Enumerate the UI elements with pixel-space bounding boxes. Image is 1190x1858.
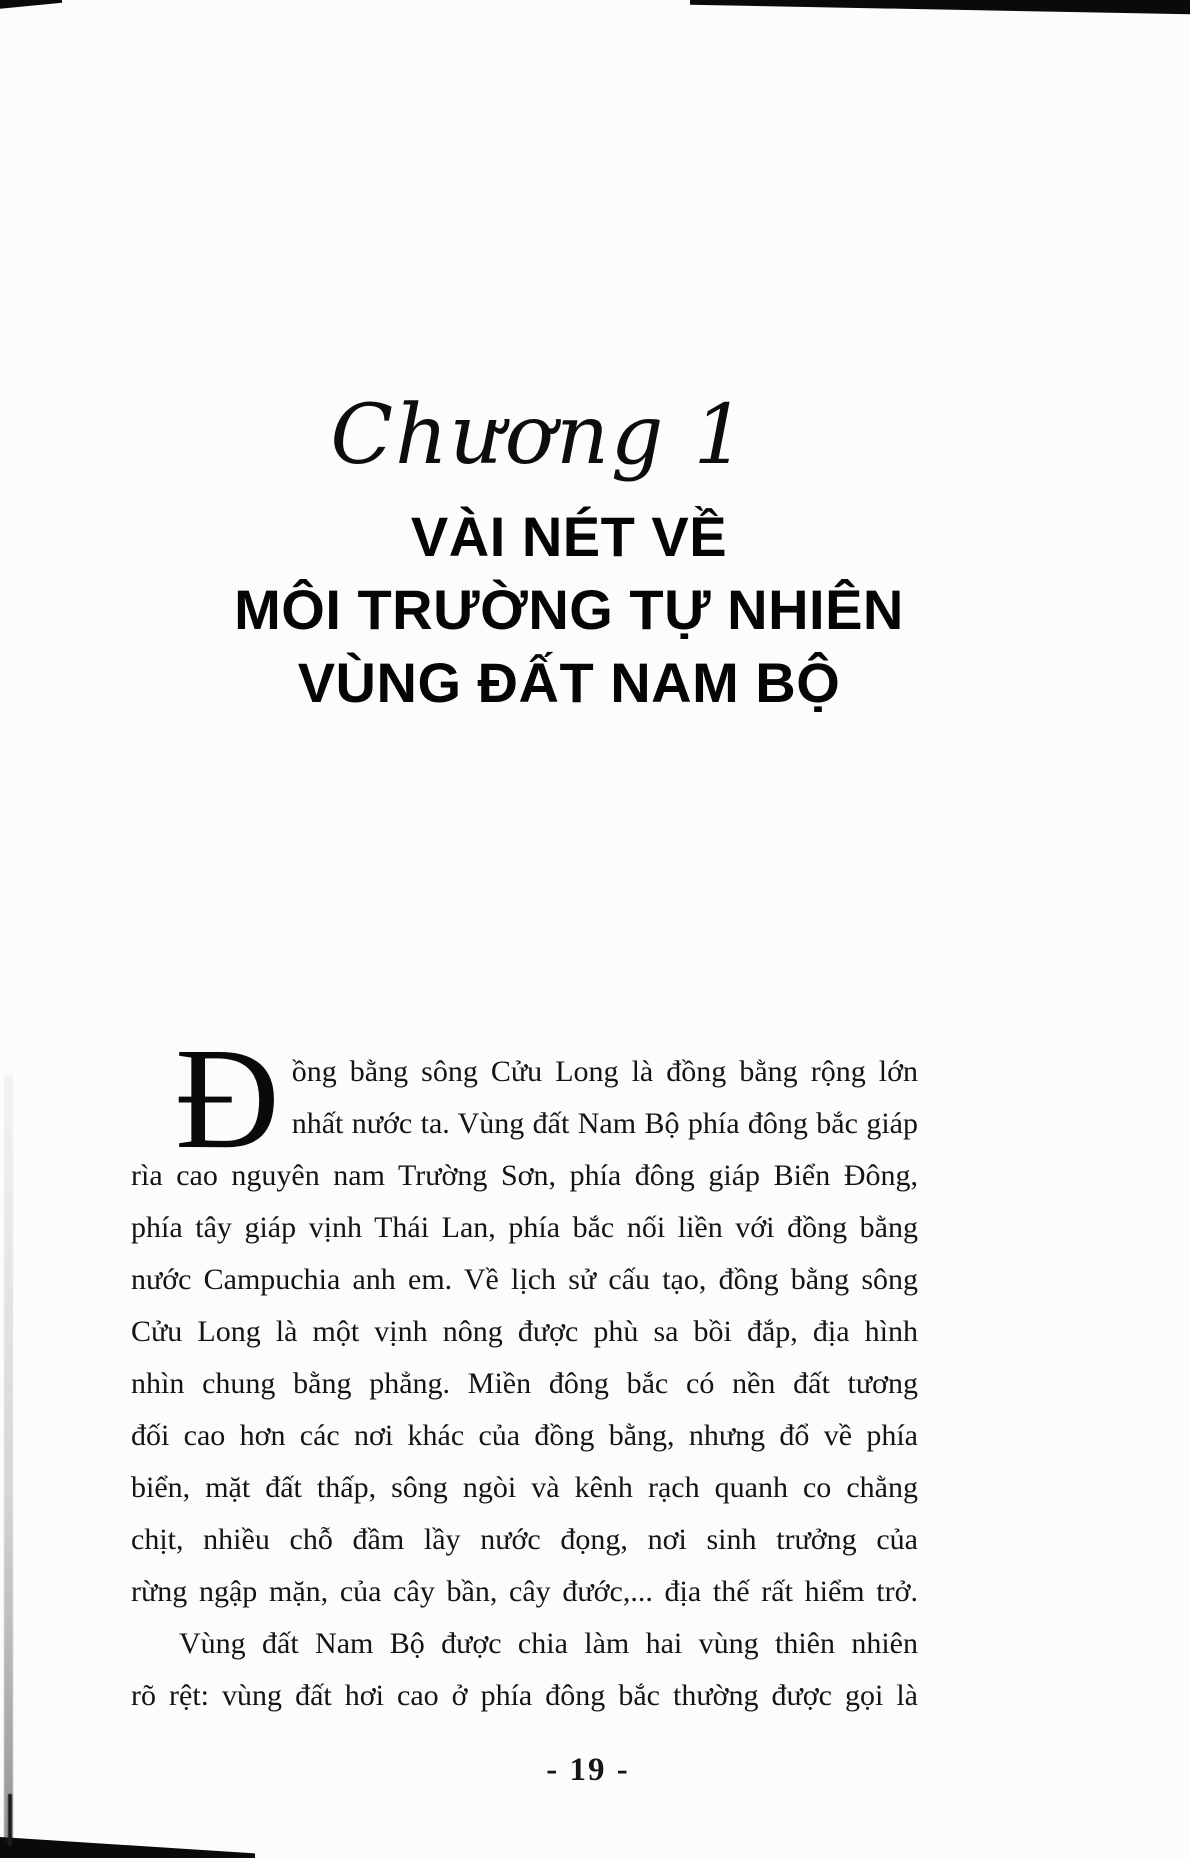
body-text bbox=[131, 1019, 918, 1722]
paragraph-1 bbox=[131, 1019, 918, 1618]
scan-edge-wedge-bottom-left bbox=[0, 1837, 255, 1858]
drop-cap: Đ bbox=[175, 1019, 280, 1179]
scan-edge-bar-top-right bbox=[690, 0, 1190, 15]
chapter-title bbox=[0, 500, 1164, 719]
scan-edge-mark-top-left bbox=[0, 0, 62, 10]
text-line: chịt, nhiều chỗ đầm lầy nước đọng, nơi sinh trưởng của bbox=[131, 1523, 918, 1556]
text-line: rừng ngập mặn, của cây bần, cây đước,... địa thế rất hiểm trở. bbox=[131, 1575, 918, 1608]
text-line: nhìn chung bằng phẳng. Miền đông bắc có nền đất tương bbox=[131, 1367, 918, 1400]
text-line: Vùng đất Nam Bộ được chia làm hai vùng thiên nhiên bbox=[179, 1627, 918, 1660]
text-line: biển, mặt đất thấp, sông ngòi và kênh rạch quanh co chằng bbox=[131, 1471, 918, 1504]
chapter-title-line-3: VÙNG ĐẤT NAM BỘ bbox=[297, 651, 841, 714]
text-line: nhất nước ta. Vùng đất Nam Bộ phía đông bắc giáp bbox=[291, 1107, 918, 1140]
chapter-title-line-1: VÀI NÉT VỀ bbox=[410, 505, 728, 568]
chapter-title-line-2: MÔI TRƯỜNG TỰ NHIÊN bbox=[234, 578, 904, 641]
chapter-script-heading: Chương 1 bbox=[330, 388, 748, 483]
page-number: - 19 - bbox=[546, 1752, 630, 1788]
text-line: phía tây giáp vịnh Thái Lan, phía bắc nối liền với đồng bằng bbox=[131, 1211, 918, 1244]
text-line: rõ rệt: vùng đất hơi cao ở phía đông bắc thường được gọi là bbox=[131, 1679, 918, 1712]
paragraph-2 bbox=[131, 1618, 918, 1722]
text-line: đối cao hơn các nơi khác của đồng bằng, nhưng đổ về phía bbox=[131, 1419, 918, 1452]
paragraph-2-lines bbox=[131, 1618, 918, 1722]
text-line: ồng bằng sông Cửu Long là đồng bằng rộng lớn bbox=[291, 1055, 918, 1088]
scan-binding-streak-left bbox=[4, 1075, 13, 1845]
text-line: Cửu Long là một vịnh nông được phù sa bồi đắp, địa hình bbox=[131, 1315, 918, 1348]
text-line: rìa cao nguyên nam Trường Sơn, phía đông giáp Biển Đông, bbox=[131, 1159, 918, 1192]
text-line: nước Campuchia anh em. Về lịch sử cấu tạo, đồng bằng sông bbox=[131, 1263, 918, 1296]
scan-edge-line-bottom-left bbox=[8, 1794, 12, 1846]
